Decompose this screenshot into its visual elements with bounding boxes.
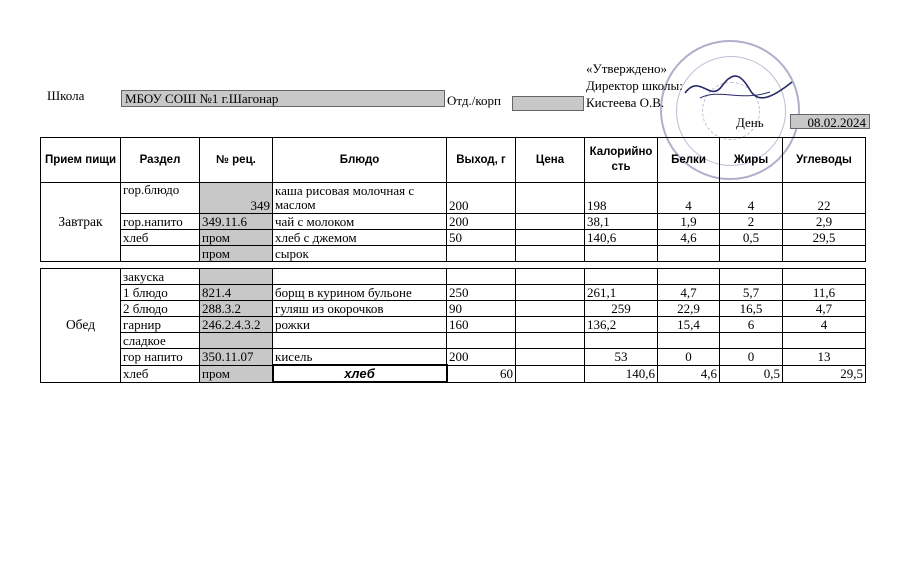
cell-section: хлеб [121, 230, 200, 246]
col-price: Цена [516, 138, 585, 183]
cell-protein: 1,9 [658, 214, 720, 230]
cell-protein: 4,7 [658, 285, 720, 301]
cell-recipe: 821.4 [200, 285, 273, 301]
col-meal: Прием пищи [41, 138, 121, 183]
cell-protein [658, 269, 720, 285]
signature-mark [680, 68, 800, 108]
cell-protein: 15,4 [658, 317, 720, 333]
dept-field [512, 96, 584, 111]
cell-fat [720, 269, 783, 285]
cell-price [516, 317, 585, 333]
cell-fat: 5,7 [720, 285, 783, 301]
cell-price [516, 214, 585, 230]
table-row [41, 333, 866, 349]
cell-yield: 50 [447, 230, 516, 246]
school-label: Школа [47, 88, 85, 103]
cell-section: гарнир [121, 317, 200, 333]
cell-yield: 200 [447, 349, 516, 366]
school-field: МБОУ СОШ №1 г.Шагонар [121, 90, 445, 107]
cell-yield: 160 [447, 317, 516, 333]
cell-price [516, 301, 585, 317]
cell-recipe [200, 333, 273, 349]
cell-fat: 2 [720, 214, 783, 230]
cell-protein: 4,6 [658, 365, 720, 382]
cell-carbs: 2,9 [783, 214, 866, 230]
cell-fat: 0,5 [720, 365, 783, 382]
cell-dish [273, 269, 447, 285]
cell-yield [447, 333, 516, 349]
cell-section: 2 блюдо [121, 301, 200, 317]
cell-kcal: 198 [585, 183, 658, 214]
cell-fat: 0 [720, 349, 783, 366]
cell-dish: хлеб с джемом [273, 230, 447, 246]
meal-lunch: Обед [41, 269, 121, 383]
cell-section: хлеб [121, 365, 200, 382]
table-row [41, 183, 866, 214]
col-protein: Белки [658, 138, 720, 183]
cell-kcal: 259 [585, 301, 658, 317]
cell-kcal: 136,2 [585, 317, 658, 333]
cell-carbs [783, 269, 866, 285]
cell-fat: 6 [720, 317, 783, 333]
cell-carbs: 11,6 [783, 285, 866, 301]
cell-fat: 16,5 [720, 301, 783, 317]
table-row [41, 301, 866, 317]
cell-section: гор.напито [121, 214, 200, 230]
cell-section: гор напито [121, 349, 200, 366]
cell-carbs: 13 [783, 349, 866, 366]
cell-protein: 4 [658, 183, 720, 214]
table-row [41, 269, 866, 285]
cell-dish: сырок [273, 246, 447, 262]
cell-kcal: 38,1 [585, 214, 658, 230]
cell-recipe: 288.3.2 [200, 301, 273, 317]
table-row [41, 246, 866, 262]
director-name: Кистеева О.В. [586, 95, 665, 110]
meal-breakfast: Завтрак [41, 183, 121, 262]
cell-yield: 250 [447, 285, 516, 301]
day-label: День [736, 115, 764, 130]
cell-recipe: пром [200, 365, 273, 382]
approved-text: «Утверждено» [586, 61, 668, 76]
cell-recipe: пром [200, 246, 273, 262]
cell-price [516, 246, 585, 262]
col-carbs: Углеводы [783, 138, 866, 183]
cell-dish: кисель [273, 349, 447, 366]
cell-fat: 4 [720, 183, 783, 214]
cell-protein: 0 [658, 349, 720, 366]
header-row [41, 138, 866, 183]
cell-section [121, 246, 200, 262]
cell-price [516, 333, 585, 349]
cell-kcal: 53 [585, 349, 658, 366]
cell-dish: гуляш из окорочков [273, 301, 447, 317]
cell-recipe: 246.2.4.3.2 [200, 317, 273, 333]
cell-recipe: 349.11.6 [200, 214, 273, 230]
cell-kcal [585, 269, 658, 285]
col-recipe: № рец. [200, 138, 273, 183]
cell-yield: 200 [447, 214, 516, 230]
cell-carbs [783, 333, 866, 349]
cell-carbs [783, 246, 866, 262]
cell-section: 1 блюдо [121, 285, 200, 301]
col-dish: Блюдо [273, 138, 447, 183]
cell-recipe: 349 [200, 183, 273, 214]
col-yield: Выход, г [447, 138, 516, 183]
cell-yield [447, 269, 516, 285]
cell-price [516, 183, 585, 214]
cell-section: сладкое [121, 333, 200, 349]
table-row [41, 365, 866, 382]
cell-recipe: пром [200, 230, 273, 246]
cell-fat [720, 246, 783, 262]
cell-dish: хлеб [273, 365, 447, 382]
cell-price [516, 230, 585, 246]
table-row [41, 349, 866, 366]
cell-dish: борщ в курином бульоне [273, 285, 447, 301]
cell-kcal: 140,6 [585, 365, 658, 382]
cell-section: закуска [121, 269, 200, 285]
cell-yield: 90 [447, 301, 516, 317]
cell-fat [720, 333, 783, 349]
cell-carbs: 4 [783, 317, 866, 333]
date-field: 08.02.2024 [790, 114, 870, 129]
col-kcal: Калорийность [585, 138, 658, 183]
cell-price [516, 285, 585, 301]
table-row [41, 285, 866, 301]
table-row [41, 214, 866, 230]
cell-kcal [585, 246, 658, 262]
cell-dish: каша рисовая молочная с маслом [273, 183, 447, 214]
cell-carbs: 22 [783, 183, 866, 214]
cell-carbs: 29,5 [783, 230, 866, 246]
cell-kcal: 140,6 [585, 230, 658, 246]
cell-fat: 0,5 [720, 230, 783, 246]
col-fat: Жиры [720, 138, 783, 183]
col-section: Раздел [121, 138, 200, 183]
cell-section: гор.блюдо [121, 183, 200, 214]
cell-carbs: 29,5 [783, 365, 866, 382]
cell-yield: 200 [447, 183, 516, 214]
cell-protein [658, 246, 720, 262]
cell-dish [273, 333, 447, 349]
table-row [41, 317, 866, 333]
dept-label: Отд./корп [447, 93, 501, 108]
director-text: Директор школы: [586, 78, 683, 93]
table-row [41, 230, 866, 246]
spacer-row [41, 262, 866, 269]
cell-protein: 4,6 [658, 230, 720, 246]
cell-price [516, 269, 585, 285]
cell-protein: 22,9 [658, 301, 720, 317]
cell-carbs: 4,7 [783, 301, 866, 317]
cell-yield [447, 246, 516, 262]
cell-kcal [585, 333, 658, 349]
cell-recipe: 350.11.07 [200, 349, 273, 366]
cell-protein [658, 333, 720, 349]
cell-dish: рожки [273, 317, 447, 333]
cell-dish: чай с молоком [273, 214, 447, 230]
cell-price [516, 349, 585, 366]
cell-recipe [200, 269, 273, 285]
cell-kcal: 261,1 [585, 285, 658, 301]
menu-table [40, 137, 866, 383]
cell-price [516, 365, 585, 382]
cell-yield: 60 [447, 365, 516, 382]
